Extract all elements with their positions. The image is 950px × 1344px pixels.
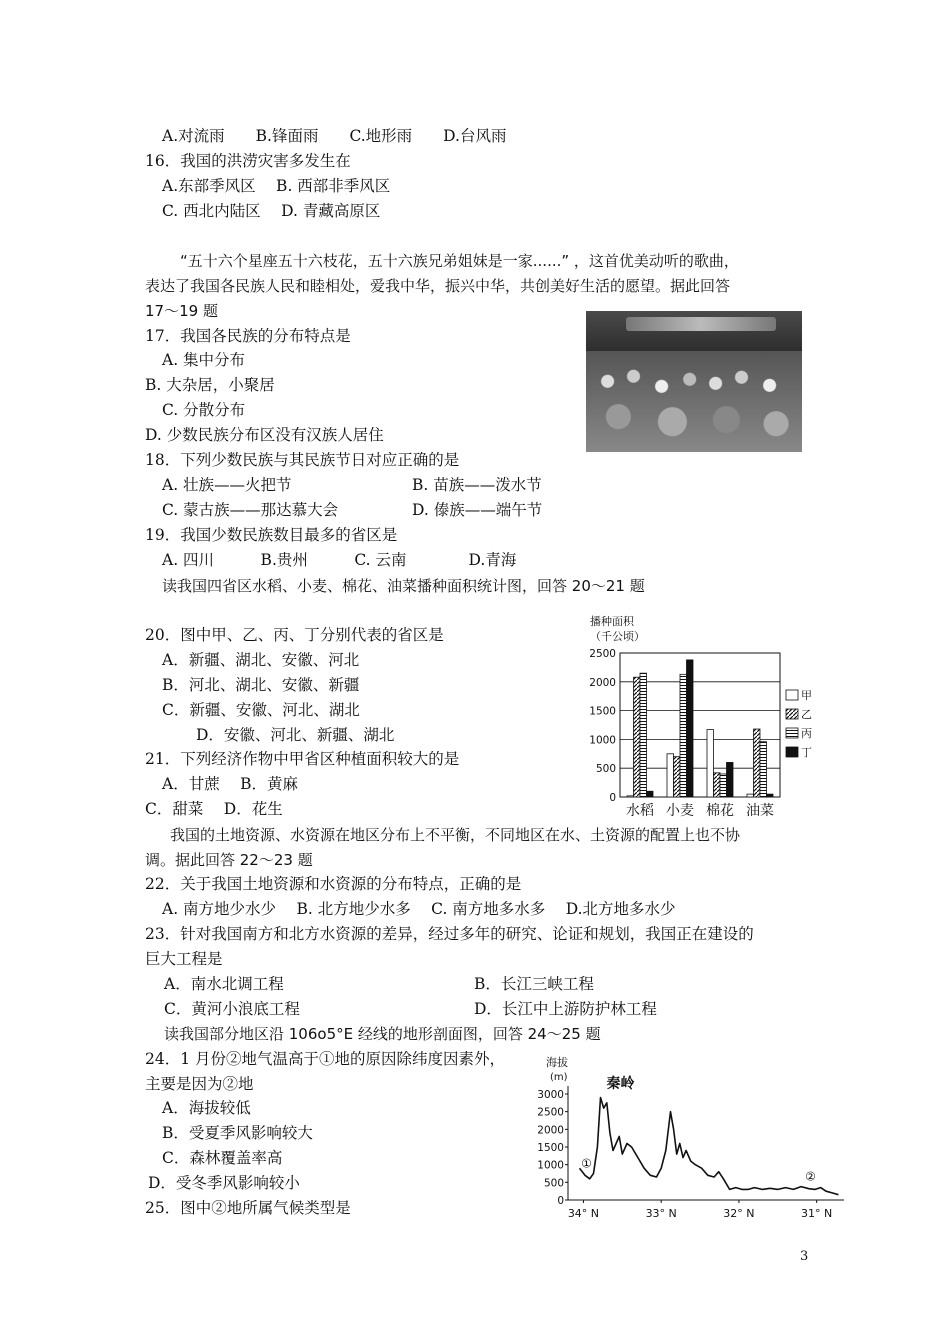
bar-category-label: 油菜: [746, 803, 774, 819]
q24-option-c: C．森林覆盖率高: [162, 1149, 283, 1167]
q18-option-a: A. 壮族——火把节: [162, 476, 292, 494]
q18-stem: 18．下列少数民族与其民族节日对应正确的是: [145, 451, 460, 469]
q16-stem: 16．我国的洪涝灾害多发生在: [145, 152, 351, 170]
profile-ytick-label: 2000: [537, 1124, 564, 1137]
bar-乙-油菜: [754, 729, 761, 797]
q23-stem-line-2: 巨大工程是: [145, 950, 223, 968]
q24-stem-line-2: 主要是因为②地: [145, 1075, 254, 1093]
crop-area-bar-chart: [585, 612, 825, 827]
q21-options-cd: C．甜菜 D．花生: [145, 800, 283, 818]
bar-乙-棉花: [714, 773, 721, 797]
bar-甲-小麦: [667, 754, 674, 797]
q15-options: A.对流雨 B.锋面雨 C.地形雨 D.台风雨: [162, 127, 507, 145]
q20-option-a: A．新疆、湖北、安徽、河北: [162, 651, 360, 669]
bar-category-label: 棉花: [706, 803, 734, 819]
bar-legend-label: 乙: [801, 708, 812, 721]
bar-丙-水稻: [640, 673, 647, 797]
profile-ytick-label: 1500: [537, 1142, 564, 1154]
q17-option-d: D. 少数民族分布区没有汉族人居住: [145, 426, 384, 444]
bar-legend-swatch: [786, 728, 798, 738]
bar-ytick-label: 1500: [589, 705, 616, 718]
q19-stem: 19．我国少数民族数目最多的省区是: [145, 526, 398, 544]
terrain-profile-chart: [528, 1052, 848, 1227]
q17-option-b: B. 大杂居，小聚居: [145, 376, 275, 394]
q21-stem: 21．下列经济作物中甲省区种植面积较大的是: [145, 750, 460, 768]
bar-乙-小麦: [674, 757, 681, 797]
profile-ytick-label: 3000: [537, 1089, 564, 1101]
bar-甲-棉花: [707, 730, 714, 797]
q16-options-cd: C. 西北内陆区 D. 青藏高原区: [162, 202, 381, 220]
bar-yunit: （千公顷）: [590, 630, 645, 643]
bar-ytick-label: 1000: [589, 734, 616, 747]
q20-stem: 20．图中甲、乙、丙、丁分别代表的省区是: [145, 626, 444, 644]
bar-legend-swatch: [786, 690, 798, 700]
reading-passage-1-line-1: “五十六个星座五十六枝花，五十六族兄弟姐妹是一家......” ，这首优美动听的歌曲，: [180, 252, 739, 270]
reading-passage-1-line-2: 表达了我国各民族人民和睦相处，爱我中华，振兴中华，共创美好生活的愿望。据此回答: [145, 277, 731, 295]
profile-title-qinling: 秦岭: [606, 1076, 635, 1092]
q17-option-a: A. 集中分布: [162, 351, 246, 369]
bar-乙-水稻: [634, 677, 641, 797]
bar-丁-水稻: [647, 791, 654, 797]
q19-options: A. 四川 B.贵州 C. 云南 D.青海: [162, 551, 517, 569]
page-number: 3: [800, 1249, 809, 1264]
profile-xtick-label: 31° N: [801, 1207, 833, 1220]
q17-option-c: C. 分散分布: [162, 401, 246, 419]
q23-stem-line-1: 23．针对我国南方和北方水资源的差异，经过多年的研究、论证和规划，我国正在建设的: [145, 925, 754, 943]
reading-passage-3-line-1: 我国的土地资源、水资源在地区分布上不平衡，不同地区在水、土资源的配置上也不协: [170, 826, 741, 844]
profile-ytick-label: 1000: [537, 1159, 564, 1172]
q16-options-ab: A.东部季风区 B. 西部非季风区: [162, 177, 391, 195]
q22-options: A. 南方地少水少 B. 北方地少水多 C. 南方地多水多 D.北方地多水少: [162, 900, 676, 918]
profile-xtick-label: 33° N: [645, 1207, 677, 1220]
profile-marker-2: ②: [805, 1169, 816, 1184]
q18-option-c: C. 蒙古族——那达慕大会: [162, 501, 339, 519]
q18-option-d: D. 傣族——端午节: [412, 501, 543, 519]
bar-ytick-label: 500: [595, 763, 616, 776]
reading-passage-4: 读我国部分地区沿 106o5°E 经线的地形剖面图，回答 24～25 题: [164, 1025, 601, 1043]
q23-option-d: D．长江中上游防护林工程: [474, 1000, 657, 1018]
q20-option-b: B．河北、湖北、安徽、新疆: [162, 676, 360, 694]
q20-option-d: D．安徽、河北、新疆、湖北: [196, 726, 395, 744]
bar-丙-小麦: [680, 674, 687, 797]
profile-marker-1: ①: [581, 1156, 592, 1171]
ethnic-groups-photo: [586, 311, 802, 452]
bar-category-label: 水稻: [626, 803, 654, 819]
bar-legend-label: 丁: [801, 746, 812, 759]
bar-ylabel: 播种面积: [590, 615, 634, 628]
q23-option-a: A．南水北调工程: [164, 975, 284, 993]
bar-legend-label: 丙: [801, 727, 812, 740]
reading-passage-3-line-2: 调。据此回答 22～23 题: [145, 851, 313, 869]
bar-legend-label: 甲: [801, 689, 812, 702]
bar-legend-swatch: [786, 747, 798, 757]
bar-丁-油菜: [767, 794, 774, 797]
q24-option-b: B．受夏季风影响较大: [162, 1124, 313, 1142]
profile-xtick-label: 32° N: [723, 1207, 755, 1220]
q18-option-b: B. 苗族——泼水节: [412, 476, 542, 494]
profile-ytick-label: 0: [557, 1195, 564, 1207]
bar-丙-棉花: [720, 774, 727, 797]
bar-ytick-label: 0: [609, 792, 616, 804]
reading-passage-1-line-3: 17～19 题: [145, 302, 218, 320]
bar-甲-油菜: [747, 794, 754, 797]
q23-option-c: C．黄河小浪底工程: [164, 1000, 300, 1018]
bar-丁-棉花: [727, 762, 734, 797]
q24-stem-line-1: 24．1 月份②地气温高于①地的原因除纬度因素外，: [145, 1050, 506, 1068]
photo-crowd: [586, 351, 802, 452]
q24-option-d: D．受冬季风影响较小: [148, 1174, 300, 1192]
bar-甲-水稻: [627, 796, 634, 797]
photo-stage-banner: [626, 317, 776, 331]
q17-stem: 17．我国各民族的分布特点是: [145, 327, 351, 345]
profile-ytick-label: 500: [543, 1177, 564, 1190]
profile-yunit: (m): [550, 1072, 568, 1083]
bar-ytick-label: 2000: [589, 676, 616, 689]
profile-ytick-label: 2500: [537, 1106, 564, 1119]
q25-stem: 25．图中②地所属气候类型是: [145, 1199, 351, 1217]
reading-passage-2: 读我国四省区水稻、小麦、棉花、油菜播种面积统计图，回答 20～21 题: [162, 577, 645, 595]
q20-option-c: C．新疆、安徽、河北、湖北: [162, 701, 360, 719]
q21-options-ab: A．甘蔗 B．黄麻: [162, 775, 299, 793]
bar-ytick-label: 2500: [589, 648, 616, 660]
bar-category-label: 小麦: [666, 803, 694, 819]
q22-stem: 22．关于我国土地资源和水资源的分布特点，正确的是: [145, 875, 522, 893]
q23-option-b: B．长江三峡工程: [474, 975, 594, 993]
profile-elevation-line: [580, 1098, 839, 1195]
profile-xtick-label: 34° N: [567, 1207, 600, 1220]
profile-ylabel: 海拔: [546, 1056, 568, 1069]
bar-丁-小麦: [687, 660, 694, 797]
bar-legend-swatch: [786, 709, 798, 719]
bar-丙-油菜: [760, 742, 767, 797]
q24-option-a: A．海拔较低: [162, 1099, 251, 1117]
